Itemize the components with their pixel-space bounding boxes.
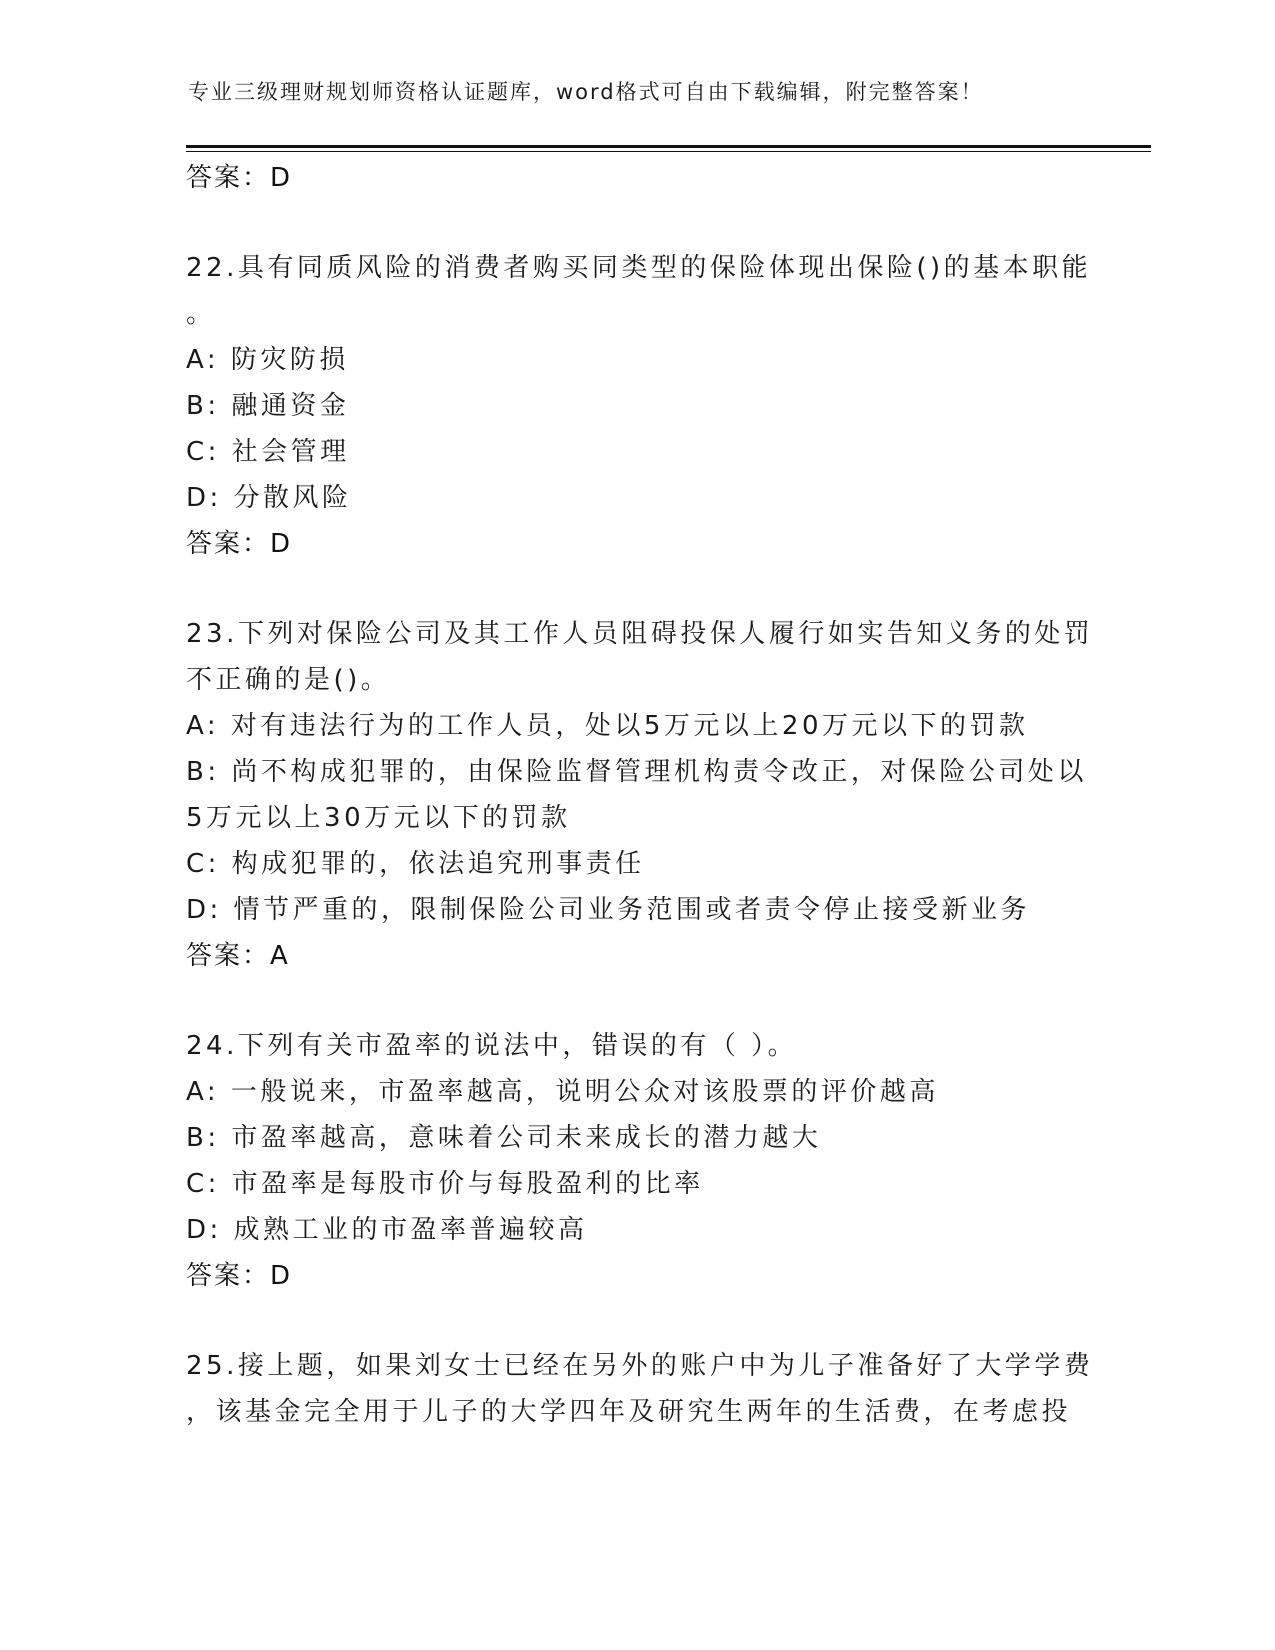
option-a: A: 防灾防损	[186, 345, 349, 375]
document-body	[186, 155, 1094, 1435]
question-block	[186, 1343, 1094, 1435]
option-c: C: 社会管理	[186, 437, 350, 467]
answer-line: 答案：D	[186, 529, 293, 559]
question-text: 25.接上题，如果刘女士已经在另外的账户中为儿子准备好了大学学费	[186, 1351, 1094, 1381]
header-rule-thin	[186, 151, 1151, 152]
option-d: D: 成熟工业的市盈率普遍较高	[186, 1215, 588, 1245]
option-c: C: 构成犯罪的，依法追究刑事责任	[186, 849, 645, 879]
question-text: ，该基金完全用于儿子的大学四年及研究生两年的生活费，在考虑投	[186, 1397, 1072, 1427]
page-header: 专业三级理财规划师资格认证题库，word格式可自由下载编辑，附完整答案！	[188, 80, 984, 104]
question-text: 。	[186, 299, 216, 329]
option-b-continued: 5万元以上30万元以下的罚款	[186, 803, 571, 833]
question-block	[186, 1023, 1086, 1299]
option-b: B: 市盈率越高，意味着公司未来成长的潜力越大	[186, 1123, 822, 1153]
header-rule-thick	[186, 145, 1151, 148]
option-a: A: 对有违法行为的工作人员，处以5万元以上20万元以下的罚款	[186, 711, 1029, 741]
option-d: D: 分散风险	[186, 483, 352, 513]
question-text: 23.下列对保险公司及其工作人员阻碍投保人履行如实告知义务的处罚	[186, 619, 1094, 649]
question-block	[186, 245, 1092, 567]
question-block	[186, 611, 1094, 979]
option-b: B: 融通资金	[186, 391, 350, 421]
option-b: B: 尚不构成犯罪的，由保险监督管理机构责令改正，对保险公司处以	[186, 757, 1087, 787]
answer-line: 答案：A	[186, 941, 290, 971]
question-text: 22.具有同质风险的消费者购买同类型的保险体现出保险()的基本职能	[186, 253, 1092, 283]
answer-line: 答案：D	[186, 163, 293, 193]
question-text: 24.下列有关市盈率的说法中，错误的有（ ）。	[186, 1031, 798, 1061]
question-text: 不正确的是()。	[186, 665, 391, 695]
option-d: D: 情节严重的，限制保险公司业务范围或者责令停止接受新业务	[186, 895, 1031, 925]
answer-line: 答案：D	[186, 1261, 293, 1291]
option-c: C: 市盈率是每股市价与每股盈利的比率	[186, 1169, 704, 1199]
option-a: A: 一般说来，市盈率越高，说明公众对该股票的评价越高	[186, 1077, 939, 1107]
